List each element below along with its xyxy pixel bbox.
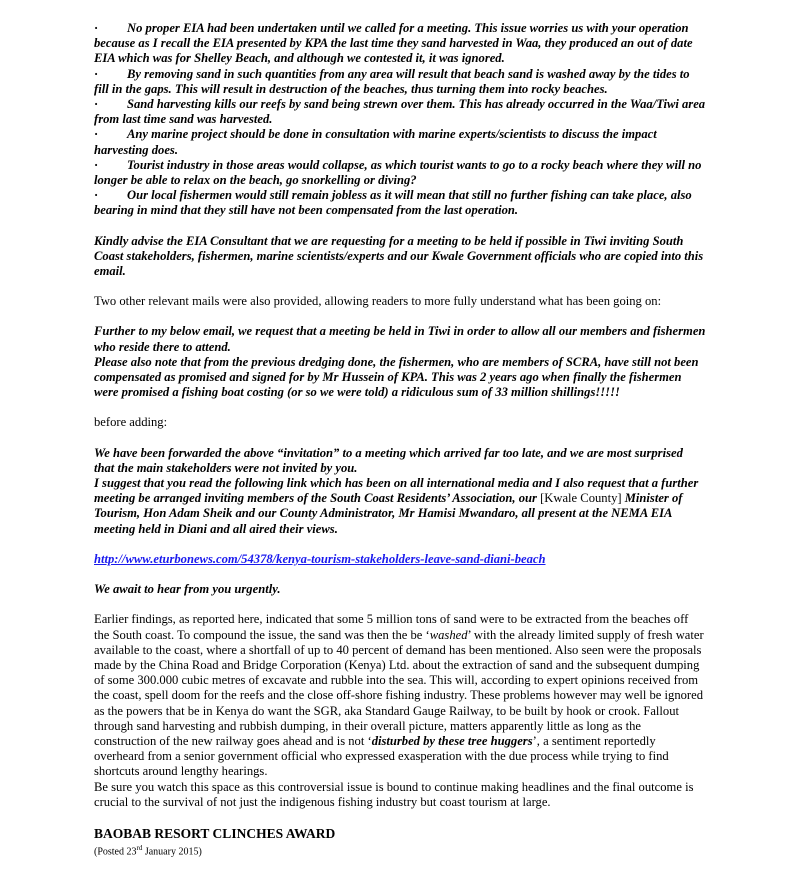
findings-text-b: ’ with the already limited supply of fresh water available to the coast, where a shortfall of up to 40 percent of demand has been mentioned. Also seen were the proposals made by the China Road and Bridge Corporation (Kenya) Ltd. about the extraction of sand and the subsequent dumping of some 300.000 cubic metres of excavate and rubble into the sea. This will, according to expert opinions received from the coast, spell doom for the reefs and the close off-shore fishing industry. These problems however may well be ignored as the powers that be in Kenya do want the SGR, aka Standard Gauge Railway, to be built by hook or crook. Fallout through sand harvesting and rubbish dumping, in their overall picture, matters apparently little as long as the construction of the new railway goes ahead and is not ‘ (94, 627, 704, 748)
mail2-text-a: I suggest that you read the following link which has been on all international media and I also request that a further meeting be arranged inviting members of the South Coast Residents’ Association, our (94, 476, 699, 506)
bullet-text: No proper EIA had been undertaken until we called for a meeting. This issue worries us with your operation because as I recall the EIA presented by KPA the last time they sand harvested in Waa, they produced an out of date EIA which was for Shelley Beach, and although we contested it, it was ignored. (94, 21, 693, 66)
link-paragraph (94, 552, 706, 567)
bullet-text: By removing sand in such quantities from any area will result that beach sand is washed away by the tides to fill in the gaps. This will result in destruction of the beaches, thus turning them into rocky beaches. (94, 66, 690, 96)
before-adding-text: before adding: (94, 415, 168, 430)
eturbonews-link[interactable]: http://www.eturbonews.com/54378/kenya-tourism-stakeholders-leave-sand-diani-beach (94, 551, 546, 566)
posted-text-a: (Posted 23 (94, 846, 137, 858)
washed-emphasis: washed (429, 627, 468, 642)
request-paragraph: Kindly advise the EIA Consultant that we are requesting for a meeting to be held if possible in Tiwi inviting South Coast stakeholders, fishermen, marine scientists/experts and our Kwale Government officials who are copied into this email. (94, 233, 704, 279)
mail1-paragraph-1: Further to my below email, we request that a meeting be held in Tiwi in order to allow all our members and fishermen who reside there to attend. (94, 324, 706, 354)
bullet-item-2 (94, 67, 706, 97)
two-mails-intro: Two other relevant mails were also provided, allowing readers to more fully understand what has been going on: (94, 294, 662, 309)
bullet-text: Tourist industry in those areas would collapse, as which tourist wants to go to a rocky beach where they will no longer be able to relax on the beach, go snorkelling or diving? (94, 157, 702, 188)
bullet-item-5 (94, 158, 706, 188)
bullet-item-1 (94, 21, 706, 67)
bullet-item-6 (94, 188, 706, 218)
bullet-marker: · (94, 157, 99, 172)
bullet-marker: · (94, 66, 99, 81)
bullet-marker: · (94, 188, 99, 203)
bullet-marker: · (94, 21, 99, 35)
await-text: We await to hear from you urgently. (94, 582, 281, 597)
bullet-text: Our local fishermen would still remain jobless as it will mean that still no further fishing can take place, also bearing in mind that they still have not been compensated from the last operation. (94, 188, 692, 218)
bullet-item-3 (94, 97, 706, 127)
bullet-item-4 (94, 127, 706, 157)
mail2-paragraph-1: We have been forwarded the above “invitation” to a meeting which arrived far too late, and we are most surprised that the main stakeholders were not invited by you. (94, 445, 683, 475)
mail1-paragraph-2: Please also note that from the previous dredging done, the fishermen, who are members of SCRA, have still not been compensated as promised and signed for by Mr Hussein of KPA. This was 2 years ago when finally the fishermen were promised a fishing boat costing (or so we were told) a ridiculous sum of 33 million shillings!!!!! (94, 354, 699, 400)
bullet-marker: · (94, 97, 99, 112)
findings-text-c: ’, a sentiment reportedly overheard from a senior government official who expressed exasperation with the due process while trying to find shortcuts around lengthy hearings. (94, 733, 669, 779)
posted-date (94, 842, 706, 858)
section-heading: BAOBAB RESORT CLINCHES AWARD (94, 825, 336, 841)
mail2-text-c: Minister of Tourism, Hon Adam Sheik and our County Administrator, Mr Hamisi Mwandaro, all present at the NEMA EIA meeting held in Diani and all aired their views. (94, 491, 683, 536)
bullet-text: Sand harvesting kills our reefs by sand being strewn over them. This has already occurred in the Waa/Tiwi area from last time sand was harvested. (94, 97, 706, 127)
findings-paragraph (94, 612, 706, 779)
bullet-text: Any marine project should be done in consultation with marine experts/scientists to discuss the impact harvesting does. (94, 127, 657, 157)
bullet-marker: · (94, 127, 99, 142)
posted-superscript: rd (136, 843, 143, 852)
watch-space-paragraph: Be sure you watch this space as this controversial issue is bound to continue making headlines and the final outcome is crucial to the survival of not just the indigenous fishing industry but coast tourism at large. (94, 779, 694, 809)
tree-huggers-quote: disturbed by these tree huggers (371, 733, 533, 748)
article-page (94, 21, 706, 858)
mail2-paragraph-2 (94, 476, 706, 537)
kwale-county-bracket: [Kwale County] (540, 491, 622, 506)
posted-text-b: January 2015) (142, 846, 202, 858)
findings-text-a: Earlier findings, as reported here, indicated that some 5 million tons of sand were to be extracted from the beaches off the South coast. To compound the issue, the sand was then the be ‘ (94, 612, 689, 642)
